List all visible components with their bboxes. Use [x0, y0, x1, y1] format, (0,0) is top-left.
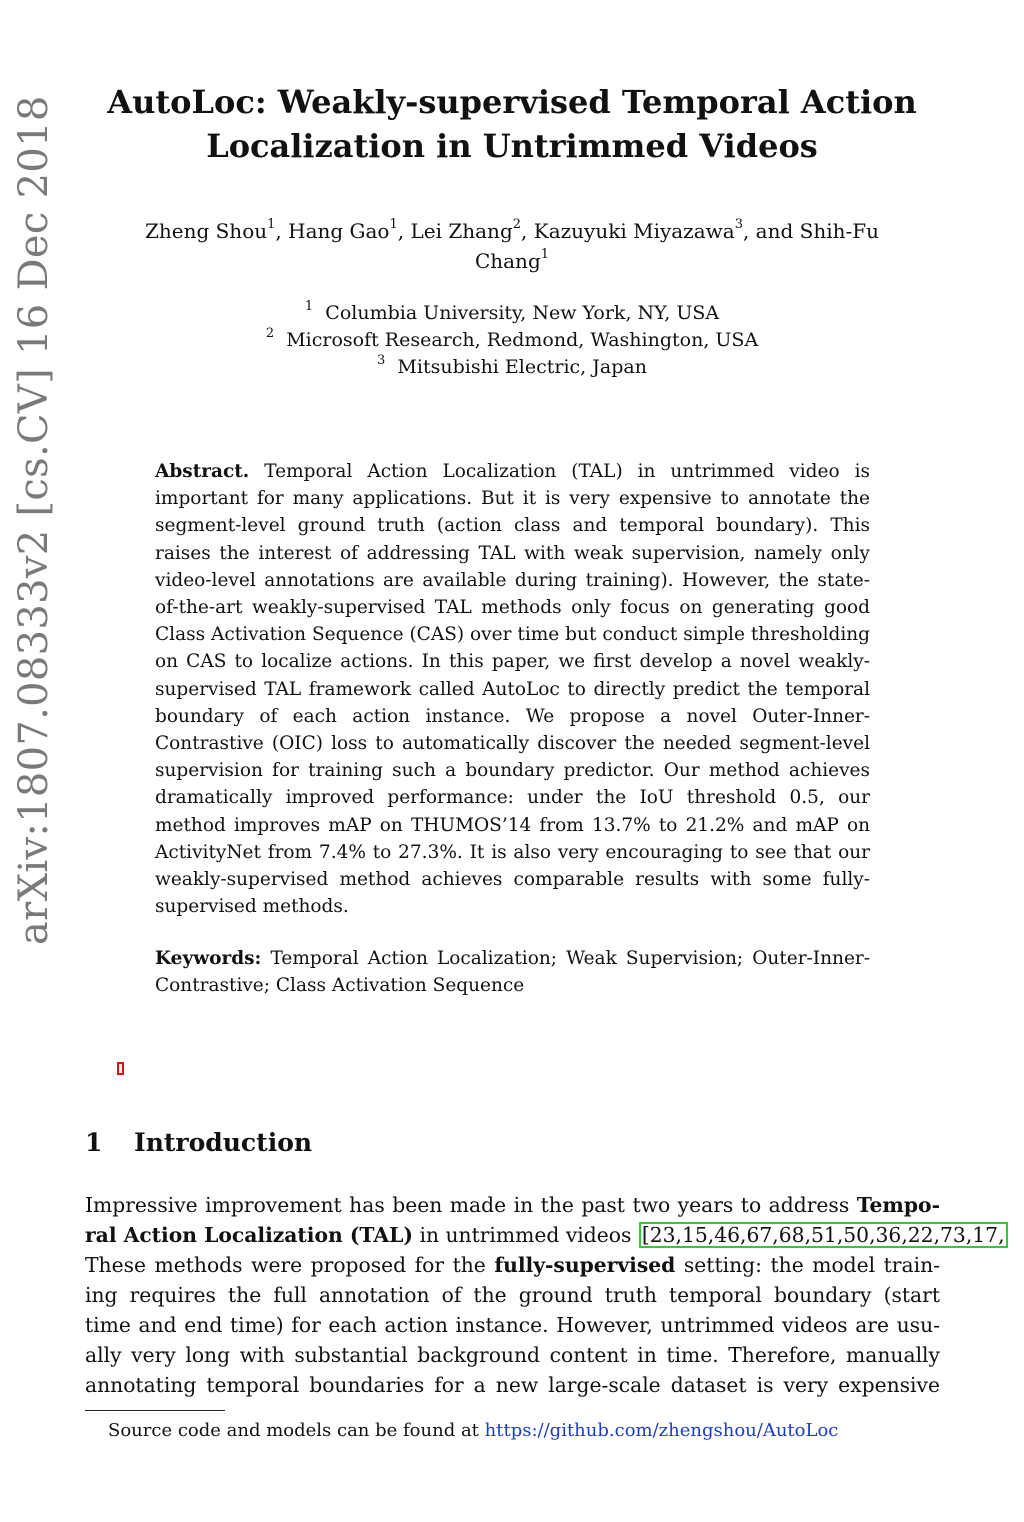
- affiliation: [180, 354, 844, 381]
- intro-bold-term: Tempo-: [856, 1193, 941, 1217]
- author-name: Lei Zhang: [410, 219, 513, 243]
- section-number: 1: [85, 1128, 103, 1157]
- author-affil-sup: 2: [512, 217, 522, 233]
- author-separator: ,: [521, 219, 534, 243]
- author-affil-sup: 1: [267, 217, 276, 233]
- affiliation: [180, 327, 844, 354]
- affiliation-sup: 3: [377, 352, 386, 368]
- abstract-label: Abstract.: [155, 461, 250, 482]
- keywords: [155, 945, 870, 999]
- affiliation: [180, 300, 844, 327]
- title-line-1: AutoLoc: Weakly-supervised Temporal Action: [107, 83, 917, 121]
- affiliation-text: Columbia University, New York, NY, USA: [325, 302, 720, 324]
- intro-line: time and end time) for each action instance. However, untrimmed videos are usu-: [85, 1313, 940, 1337]
- intro-text: Impressive improvement has been made in the past two years to address: [85, 1193, 850, 1217]
- abstract-body: Temporal Action Localization (TAL) in untrimmed video is important for many applications. But it is very expensive to annotate the segment-level ground truth (action class and temporal boundary). This raises the interest of addressing TAL with weak supervision, namely only video-level annotations are available during training). However, the state-of-the-art weakly-supervised TAL methods only focus on generating good Class Activation Sequence (CAS) over time but conduct simple thresholding on CAS to localize actions. In this paper, we first develop a novel weakly-supervised TAL framework called AutoLoc to directly predict the temporal boundary of each action instance. We propose a novel Outer-Inner-Contrastive (OIC) loss to automatically discover the needed segment-level supervision for training such a boundary predictor. Our method achieves dramatically improved performance: under the IoU threshold 0.5, our method improves mAP on THUMOS’14 from 13.7% to 21.2% and mAP on ActivityNet from 7.4% to 27.3%. It is also very encouraging to see that our weakly-supervised method achieves comparable results with some fully-supervised methods.: [155, 461, 870, 918]
- author-separator: ,: [275, 219, 289, 243]
- citation-link[interactable]: [23,15,46,67,68,51,50,36,22,73,17,: [639, 1222, 1008, 1248]
- affiliation-sup: 1: [304, 298, 314, 314]
- author-affil-sup: 1: [389, 217, 398, 233]
- paper-title: [80, 80, 944, 168]
- author-and-last: , and Shih-Fu: [742, 219, 880, 243]
- keywords-body: Temporal Action Localization; Weak Supervision; Outer-Inner-Contrastive; Class Activation Sequence: [155, 948, 870, 997]
- footnote-text: Source code and models can be found at: [108, 1420, 479, 1441]
- author-affil-sup: 3: [734, 217, 743, 233]
- title-line-2: Localization in Untrimmed Videos: [206, 127, 818, 165]
- affiliation-sup: 2: [265, 325, 275, 341]
- source-code-link[interactable]: https://github.com/zhengshou/AutoLoc: [484, 1420, 839, 1441]
- keywords-label: Keywords:: [155, 948, 262, 969]
- author-separator: ,: [397, 219, 411, 243]
- affiliation-text: Microsoft Research, Redmond, Washington, USA: [286, 329, 759, 351]
- intro-text: These methods were proposed for the: [85, 1253, 486, 1277]
- author-name: Zheng Shou: [144, 219, 268, 243]
- author-name: Hang Gao: [288, 219, 390, 243]
- section-title: Introduction: [134, 1128, 313, 1157]
- intro-bold-term: ral Action Localization (TAL): [85, 1223, 414, 1247]
- affiliation-text: Mitsubishi Electric, Japan: [397, 356, 647, 378]
- annotation-marker: [117, 1062, 124, 1075]
- affiliation-list: [180, 300, 844, 381]
- intro-line: [85, 1190, 940, 1220]
- intro-line: [85, 1250, 940, 1280]
- intro-line: [85, 1220, 1005, 1250]
- footnote: [108, 1418, 838, 1444]
- author-list: [100, 216, 924, 276]
- intro-text: in untrimmed videos: [419, 1223, 632, 1247]
- intro-text: setting: the model train-: [683, 1253, 940, 1277]
- author-name: Kazuyuki Miyazawa: [533, 219, 735, 243]
- author-affil-sup: 1: [540, 247, 550, 263]
- section-heading: [85, 1126, 312, 1160]
- intro-paragraph: [85, 1190, 1005, 1400]
- intro-bold-term: fully-supervised: [494, 1253, 676, 1277]
- intro-line: annotating temporal boundaries for a new large-scale dataset is very expensive: [85, 1373, 940, 1397]
- arxiv-stamp: arXiv:1807.08333v2 [cs.CV] 16 Dec 2018: [11, 95, 57, 945]
- author-name-continued: Chang: [474, 249, 541, 273]
- intro-line: ally very long with substantial background content in time. Therefore, manually: [85, 1343, 940, 1367]
- footnote-divider: [85, 1410, 225, 1411]
- intro-line: ing requires the full annotation of the ground truth temporal boundary (start: [85, 1283, 940, 1307]
- abstract: [155, 458, 870, 920]
